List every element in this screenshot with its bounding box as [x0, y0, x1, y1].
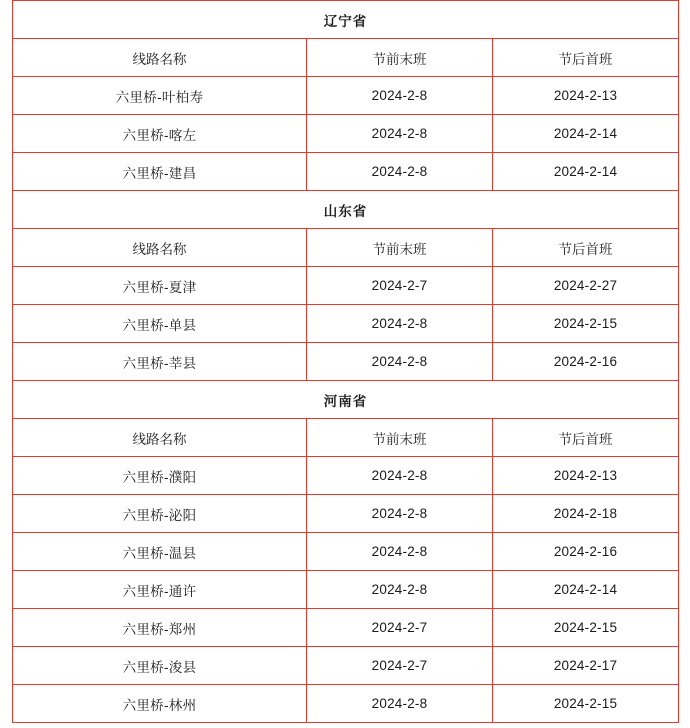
section-header-row: [13, 381, 679, 419]
first-service-after: 2024-2-14: [493, 571, 679, 609]
table-row: [13, 115, 679, 153]
last-service-before: 2024-2-8: [307, 571, 493, 609]
section-header-row: [13, 1, 679, 39]
table-row: [13, 343, 679, 381]
route-name: 六里桥-郑州: [13, 609, 307, 647]
first-service-after: 2024-2-15: [493, 609, 679, 647]
route-name: 六里桥-濮阳: [13, 457, 307, 495]
first-service-after: 2024-2-16: [493, 343, 679, 381]
table-row: [13, 77, 679, 115]
last-service-before: 2024-2-8: [307, 343, 493, 381]
table-row: [13, 153, 679, 191]
last-service-before: 2024-2-8: [307, 685, 493, 723]
last-service-before: 2024-2-8: [307, 77, 493, 115]
first-service-after: 2024-2-16: [493, 533, 679, 571]
province-name: 山东省: [13, 191, 679, 229]
table-row: [13, 495, 679, 533]
column-header: 节前末班: [307, 39, 493, 77]
route-name: 六里桥-林州: [13, 685, 307, 723]
first-service-after: 2024-2-15: [493, 305, 679, 343]
first-service-after: 2024-2-14: [493, 115, 679, 153]
table-row: [13, 457, 679, 495]
last-service-before: 2024-2-8: [307, 495, 493, 533]
column-header: 节后首班: [493, 229, 679, 267]
route-name: 六里桥-泌阳: [13, 495, 307, 533]
section-header-row: [13, 191, 679, 229]
last-service-before: 2024-2-8: [307, 457, 493, 495]
column-header: 节后首班: [493, 39, 679, 77]
route-name: 六里桥-喀左: [13, 115, 307, 153]
column-header: 线路名称: [13, 39, 307, 77]
route-name: 六里桥-浚县: [13, 647, 307, 685]
route-name: 六里桥-夏津: [13, 267, 307, 305]
last-service-before: 2024-2-8: [307, 533, 493, 571]
last-service-before: 2024-2-8: [307, 305, 493, 343]
route-name: 六里桥-通许: [13, 571, 307, 609]
route-name: 六里桥-叶柏寿: [13, 77, 307, 115]
column-header-row: [13, 419, 679, 457]
first-service-after: 2024-2-13: [493, 77, 679, 115]
last-service-before: 2024-2-8: [307, 115, 493, 153]
table-row: [13, 571, 679, 609]
column-header: 节前末班: [307, 419, 493, 457]
table-row: [13, 609, 679, 647]
last-service-before: 2024-2-8: [307, 153, 493, 191]
table-row: [13, 685, 679, 723]
first-service-after: 2024-2-18: [493, 495, 679, 533]
province-name: 河南省: [13, 381, 679, 419]
column-header-row: [13, 229, 679, 267]
column-header-row: [13, 39, 679, 77]
column-header: 线路名称: [13, 229, 307, 267]
column-header: 线路名称: [13, 419, 307, 457]
table-row: [13, 305, 679, 343]
column-header: 节后首班: [493, 419, 679, 457]
route-name: 六里桥-莘县: [13, 343, 307, 381]
table-row: [13, 647, 679, 685]
first-service-after: 2024-2-17: [493, 647, 679, 685]
route-name: 六里桥-建昌: [13, 153, 307, 191]
route-name: 六里桥-单县: [13, 305, 307, 343]
last-service-before: 2024-2-7: [307, 647, 493, 685]
first-service-after: 2024-2-15: [493, 685, 679, 723]
route-name: 六里桥-温县: [13, 533, 307, 571]
last-service-before: 2024-2-7: [307, 267, 493, 305]
last-service-before: 2024-2-7: [307, 609, 493, 647]
first-service-after: 2024-2-14: [493, 153, 679, 191]
province-name: 辽宁省: [13, 1, 679, 39]
column-header: 节前末班: [307, 229, 493, 267]
first-service-after: 2024-2-27: [493, 267, 679, 305]
table-row: [13, 533, 679, 571]
table-row: [13, 267, 679, 305]
first-service-after: 2024-2-13: [493, 457, 679, 495]
bus-schedule-table: [12, 0, 679, 723]
